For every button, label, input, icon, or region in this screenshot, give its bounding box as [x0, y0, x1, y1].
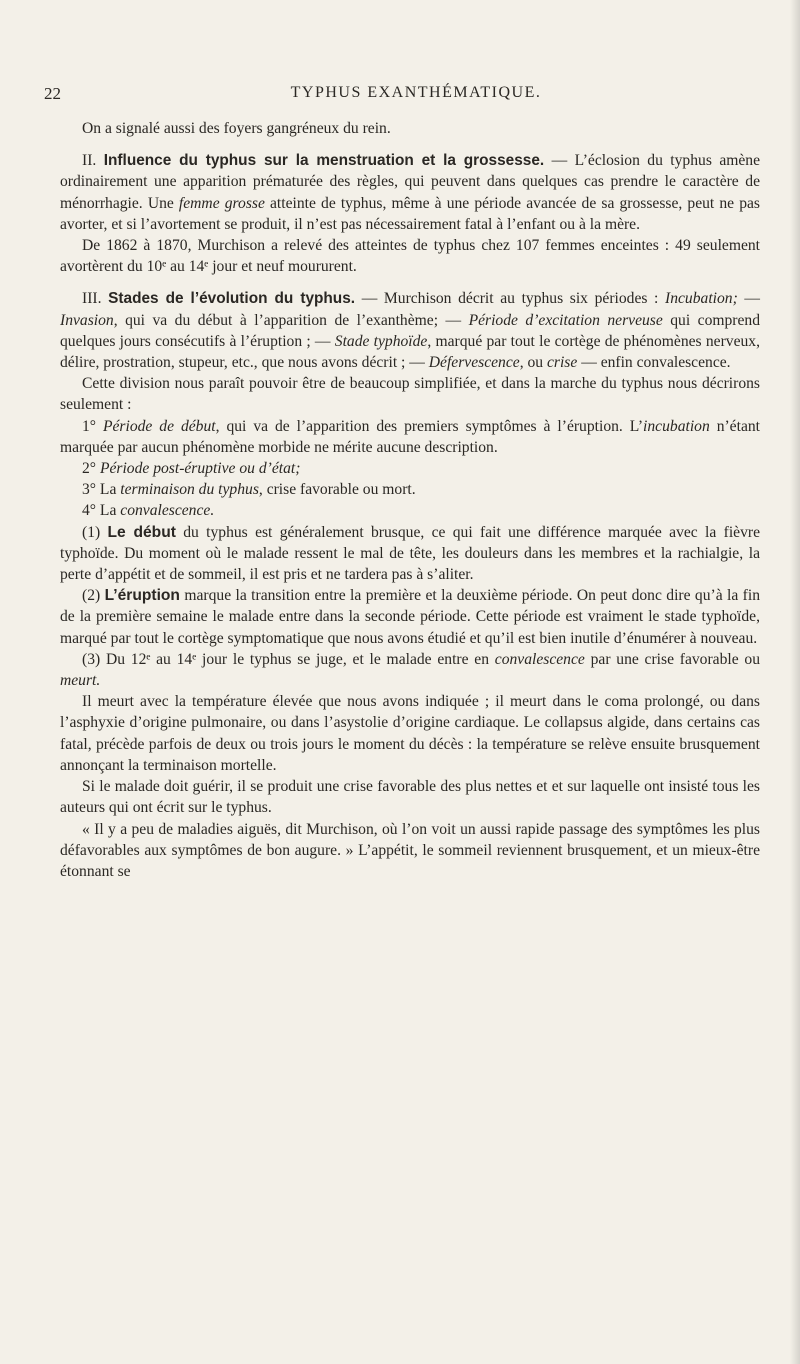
italic-text: Stade typhoïde	[334, 332, 428, 350]
italic-text: Invasion	[60, 311, 114, 329]
italic-text: Période post-éruptive ou d’état;	[99, 460, 301, 478]
bold-term: L’éruption	[104, 587, 180, 605]
list-item	[60, 458, 760, 479]
italic-text: Période de début	[102, 417, 216, 435]
text: par une crise favorable ou	[584, 650, 760, 668]
text: atteinte de typhus, même à une période avancée de sa grossesse, peut ne pas avorter, et si l’avortement se produit, il n’est pas nécessairement fatal à l’enfant ou à la mère.	[60, 194, 760, 233]
text: du typhus est généralement brusque, ce qui fait une différence marquée avec la fièvre typhoïde. Du moment où le malade ressent le mal de tête, les douleurs dans les membres et la rachialgie, la perte d’appétit et de sommeil, il est pris et ne tardera pas à s’aliter.	[60, 523, 760, 584]
text: qui comprend quelques jours consécutifs à l’éruption ; —	[60, 311, 761, 350]
page-body	[60, 118, 760, 882]
list-item	[60, 500, 760, 521]
paragraph: De 1862 à 1870, Murchison a relevé des atteintes de typhus chez 107 femmes enceintes : 49 seulement avortèrent du 10ᵉ au 14ᵉ jour et neuf moururent.	[60, 237, 760, 276]
italic-text: Période d’excitation nerveuse	[468, 311, 663, 329]
italic-text: Incubation;	[665, 290, 738, 308]
paragraph-number: (1)	[82, 523, 108, 541]
text: , qui va du début à l’apparition de l’exanthème; —	[113, 311, 469, 329]
section-title: Stades de l’évolution du typhus.	[108, 290, 356, 308]
section-number: II.	[82, 152, 97, 170]
italic-text: femme grosse	[178, 194, 265, 212]
running-title: TYPHUS EXANTHÉMATIQUE.	[290, 84, 542, 101]
paragraph: Il meurt avec la température élevée que nous avons indiquée ; il meurt dans le coma prolongé, ou dans l’asphyxie d’origine pulmonaire, ou dans l’asystolie d’origine cardiaque. Le collapsus algide, dans certains cas fatal, précède parfois de deux ou trois jours le moment du décès : la température se relève ensuite brusquement annonçant la terminaison mortelle.	[60, 693, 760, 774]
list-number: 3° La	[82, 481, 121, 499]
text: (3) Du 12ᵉ au 14ᵉ jour le typhus se juge, et le malade entre en	[82, 650, 495, 668]
list-number: 1°	[82, 417, 103, 435]
paragraph: Si le malade doit guérir, il se produit une crise favorable des plus nettes et et sur laquelle ont insisté tous les auteurs qui ont écrit sur le typhus.	[60, 778, 760, 817]
list-number: 2°	[82, 460, 100, 478]
list-item	[60, 416, 760, 458]
italic-text: crise	[546, 354, 578, 372]
list-number: 4° La	[82, 502, 121, 520]
list-item	[60, 479, 760, 500]
page-number: 22	[44, 84, 61, 103]
section-influence	[60, 150, 760, 235]
text: marque la transition entre la première et la deuxième période. On peut donc dire qu’à la fin de la première semaine le malade entre dans la seconde période. Cette période est vraiment le stade typhoïde, marqué par tout le cortège symptomatique que nous avons étudié et qu’il est bien inutile d’énumérer à nouveau.	[60, 587, 760, 647]
text: — L’éclosion du typhus amène ordinairement une apparition prématurée des règles, qui peuvent dans quelques cas prendre le caractère de ménorrhagie. Une	[60, 152, 761, 212]
italic-text: incubation	[643, 417, 710, 435]
section-number: III.	[82, 290, 102, 308]
bold-term: Le début	[107, 523, 176, 541]
paragraph: On a signalé aussi des foyers gangréneux du rein.	[82, 120, 391, 137]
text: , qui va de l’apparition des premiers symptômes à l’éruption. L’	[215, 417, 644, 435]
paragraph-terminaison	[60, 649, 760, 691]
paragraph-number: (2)	[82, 587, 105, 605]
paragraph: Cette division nous paraît pouvoir être de beaucoup simplifiée, et dans la marche du typhus nous décrirons seulement :	[60, 375, 760, 414]
italic-text: terminaison du typhus	[120, 481, 259, 499]
text: , marqué par tout le cortège de phénomènes nerveux, délire, prostration, stupeur, etc., que nous avons décrit ; —	[60, 332, 760, 372]
text: — Murchison décrit au typhus six périodes :	[355, 290, 666, 308]
page-header	[44, 84, 788, 108]
text: n’étant marquée par aucun phénomène morbide ne mérite aucune description.	[60, 417, 760, 456]
section-title: Influence du typhus sur la menstruation et la grossesse.	[103, 152, 545, 170]
italic-text: convalescence.	[120, 502, 215, 520]
text: — enfin convalescence.	[577, 354, 731, 372]
section-stades	[60, 288, 760, 373]
page-edge-shadow	[790, 0, 800, 1364]
italic-text: convalescence	[494, 650, 585, 668]
paragraph-debut	[60, 522, 760, 586]
text: —	[737, 290, 761, 308]
text: , crise favorable ou mort.	[258, 481, 416, 499]
italic-text: meurt.	[60, 672, 101, 690]
paragraph: « Il y a peu de maladies aiguës, dit Murchison, où l’on voit un aussi rapide passage des symptômes les plus défavorables aux symptômes de bon augure. » L’appétit, le sommeil reviennent brusquement, et un mieux-être étonnant se	[60, 820, 760, 880]
text: , ou	[519, 354, 547, 372]
paragraph-eruption	[60, 585, 760, 649]
italic-text: Défervescence	[428, 354, 520, 372]
